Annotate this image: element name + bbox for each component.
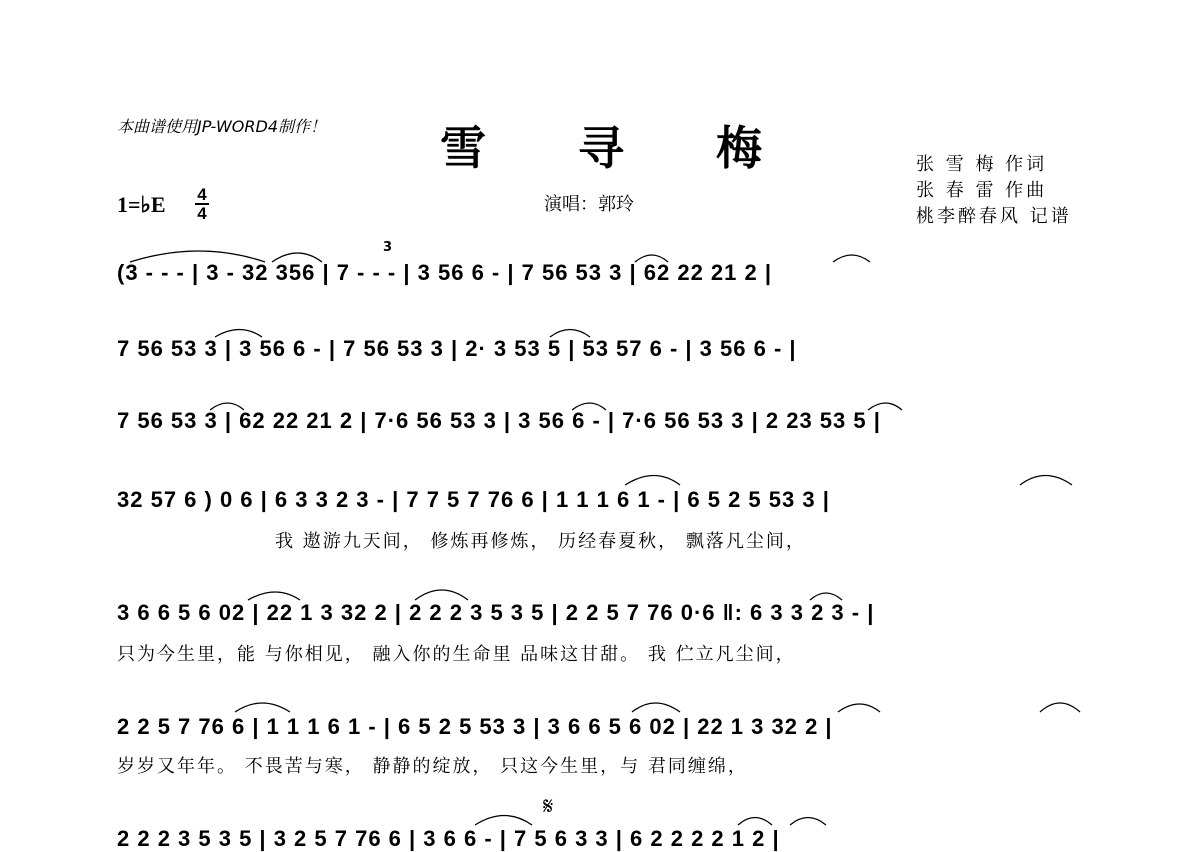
key-label: 1=♭E	[117, 192, 166, 217]
music-line-7: 2 2 2 3 5 3 5 | 3 2 5 7 76 6 | 3 6 6 - | 7 5 6 3 3 | 6 2 2 2 2 1 2 |	[117, 826, 780, 851]
music-line-4: 32 57 6 ) 0 6 | 6 3 3 2 3 - | 7 7 5 7 76 6 | 1 1 1 6 1 - | 6 5 2 5 53 3 |	[117, 487, 830, 512]
time-top: 4	[197, 185, 207, 204]
segno-icon: 𝄋	[543, 792, 554, 820]
music-line-1: (3 - - - | 3 - 32 356 | 7 - - - | 3 56 6 - | 7 56 53 3 | 62 22 21 2 |	[117, 260, 773, 285]
music-line-6: 2 2 5 7 76 6 | 1 1 1 6 1 - | 6 5 2 5 53 3 | 3 6 6 5 6 02 | 22 1 3 32 2 |	[117, 714, 833, 739]
music-line-3: 7 56 53 3 | 62 22 21 2 | 7·6 56 53 3 | 3 56 6 - | 7·6 56 53 3 | 2 23 53 5 |	[117, 408, 881, 433]
maker-note: 本曲谱使用JP-WORD4制作！	[117, 117, 327, 136]
song-title: 雪 寻 梅	[440, 121, 801, 175]
triplet-mark: 3	[383, 240, 393, 255]
music-line-2: 7 56 53 3 | 3 56 6 - | 7 56 53 3 | 2· 3 53 5 | 53 57 6 - | 3 56 6 - |	[117, 336, 797, 361]
time-bottom: 4	[197, 204, 207, 223]
transcriber-credit: 桃李醉春风 记谱	[916, 206, 1072, 227]
singer: 演唱：郭玲	[544, 194, 634, 215]
lyricist-credit: 张 雪 梅 作词	[916, 154, 1048, 175]
music-line-5: 3 6 6 5 6 02 | 22 1 3 32 2 | 2 2 2 3 5 3 5 | 2 2 5 7 76 0·6 ‖: 6 3 3 2 3 - |	[117, 600, 875, 625]
lyric-line-6: 岁岁又年年。 不畏苦与寒， 静静的绽放， 只这今生里，与 君同缠绵，	[117, 756, 748, 777]
lyric-line-4: 我 遨游九天间， 修炼再修炼， 历经春夏秋， 飘落凡尘间，	[275, 531, 806, 552]
lyric-line-5: 只为今生里，能 与你相见， 融入你的生命里 品味这甘甜。 我 伫立凡尘间，	[117, 644, 796, 665]
composer-credit: 张 春 雷 作曲	[916, 180, 1048, 201]
